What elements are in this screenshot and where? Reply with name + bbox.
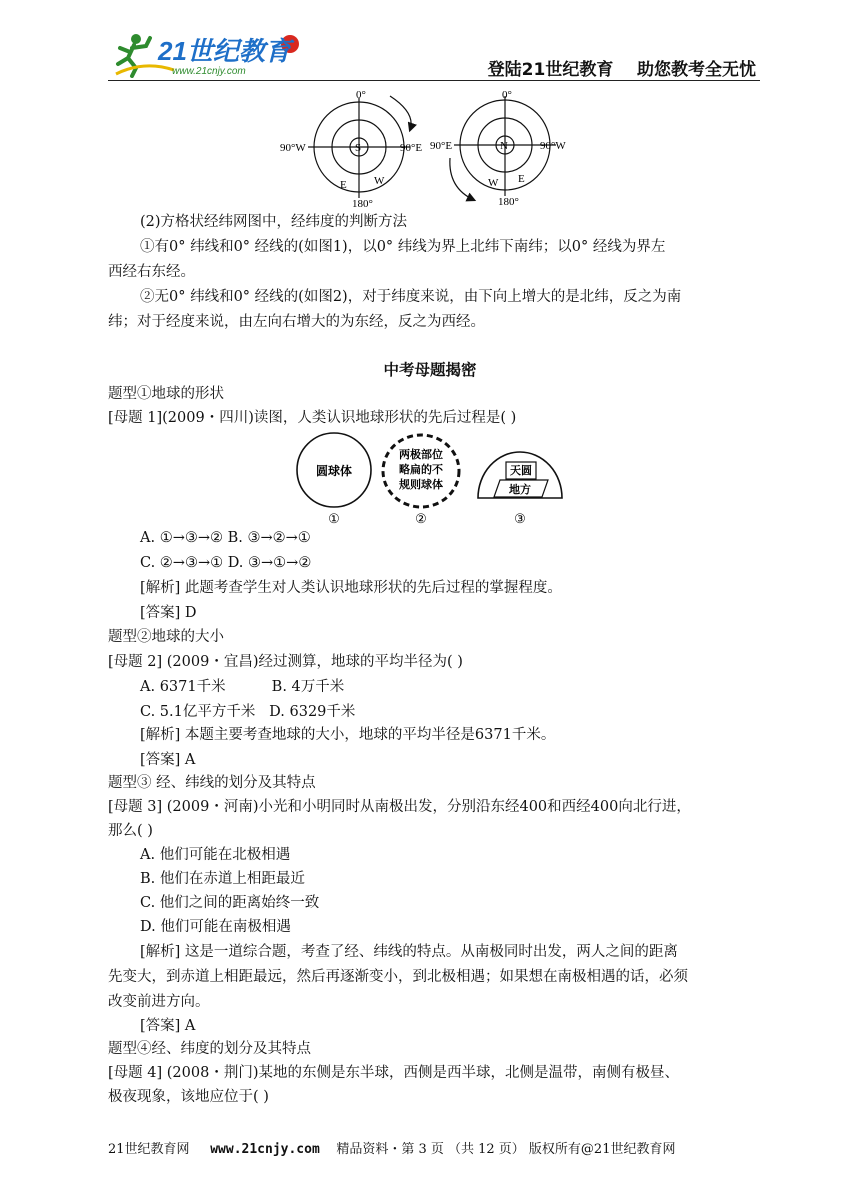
question-type: 题型①地球的形状 xyxy=(108,386,224,402)
question-stem: [母题 2] (2009・宜昌)经过测算，地球的平均半径为( ) xyxy=(108,654,463,670)
sp-w: W xyxy=(374,175,385,187)
answer: [答案] A xyxy=(140,752,196,768)
np-label-e: 90°E xyxy=(430,140,453,152)
answer: [答案] A xyxy=(140,1018,196,1034)
sp-label-180: 180° xyxy=(352,198,373,210)
analysis: 先变大，到赤道上相距最远，然后再逐渐变小，到北极相遇；如果想在南极相遇的话，必须 xyxy=(108,969,688,985)
shape2-text-2: 略扁的不 xyxy=(399,463,443,476)
shape2-label: ② xyxy=(415,511,427,526)
question-stem: [母题 3] (2009・河南)小光和小明同时从南极出发，分别沿东经400和西经400向北行进， xyxy=(108,799,691,815)
option: B. 他们在赤道上相距最近 xyxy=(140,871,305,887)
question-stem: 那么( ) xyxy=(108,823,153,839)
answer: [答案] D xyxy=(140,605,197,621)
shape3-bottom: 地方 xyxy=(509,483,531,496)
footer-url[interactable]: www.21cnjy.com xyxy=(210,1142,320,1157)
np-label-0: 0° xyxy=(502,89,512,101)
option: C. 他们之间的距离始终一致 xyxy=(140,895,320,911)
question-stem: [母题 1](2009・四川)读图，人类认识地球形状的先后过程是( ) xyxy=(108,410,517,426)
sp-label-0: 0° xyxy=(356,89,366,101)
question-stem: 极夜现象，该地应位于( ) xyxy=(108,1089,269,1105)
analysis: 改变前进方向。 xyxy=(108,994,210,1010)
page-footer xyxy=(108,1138,675,1157)
sp-e: E xyxy=(340,179,347,191)
analysis: [解析] 本题主要考查地球的大小，地球的平均半径是6371千米。 xyxy=(140,727,556,743)
shape1-label: ① xyxy=(328,511,340,526)
np-label-w: 90°W xyxy=(540,140,566,152)
question-type: 题型③ 经、纬线的划分及其特点 xyxy=(108,775,316,791)
analysis: [解析] 此题考查学生对人类认识地球形状的先后过程的掌握程度。 xyxy=(140,580,562,596)
np-center: N xyxy=(500,140,508,152)
shape3-top: 天圆 xyxy=(510,464,532,477)
shape2-text-1: 两极部位 xyxy=(399,448,443,461)
question-stem: [母题 4] (2008・荆门)某地的东侧是东半球，西侧是西半球，北侧是温带，南侧有极昼、 xyxy=(108,1065,679,1081)
sp-center: S xyxy=(355,142,362,154)
option: A. 他们可能在北极相遇 xyxy=(140,847,291,863)
options: A. ①→③→② B. ③→②→① xyxy=(140,530,311,546)
np-e: E xyxy=(518,173,525,185)
options: C. 5.1亿平方千米 D. 6329千米 xyxy=(140,704,356,720)
sp-label-w: 90°W xyxy=(280,142,306,154)
question-type: 题型②地球的大小 xyxy=(108,629,224,645)
footer-site: 21世纪教育网 xyxy=(108,1142,190,1157)
analysis: [解析] 这是一道综合题，考查了经、纬线的特点。从南极同时出发，两人之间的距离 xyxy=(140,944,678,960)
options: C. ②→③→① D. ③→①→② xyxy=(140,555,312,571)
footer-info: 精品资料・第 3 页 （共 12 页） 版权所有@21世纪教育网 xyxy=(336,1142,676,1157)
site-logo xyxy=(114,30,314,78)
section-title: 中考母题揭密 xyxy=(383,361,477,379)
shape3-label: ③ xyxy=(514,511,526,526)
option: D. 他们可能在南极相遇 xyxy=(140,919,291,935)
header-slogan: 登陆21世纪教育 助您教考全无忧 xyxy=(487,60,756,80)
shape2-text-3: 规则球体 xyxy=(399,478,443,491)
np-w: W xyxy=(488,177,499,189)
text-line: 纬；对于经度来说，由左向右增大的为东经，反之为西经。 xyxy=(108,314,485,330)
polar-figure xyxy=(278,88,588,210)
text-line: ①有0° 纬线和0° 经线的(如图1)，以0° 纬线为界上北纬下南纬；以0° 经线为界左 xyxy=(140,239,666,255)
sp-label-e: 90°E xyxy=(400,142,423,154)
page-header xyxy=(108,28,760,81)
earth-shape-figure xyxy=(290,430,580,526)
logo-url: www.21cnjy.com xyxy=(172,66,246,77)
text-line: ②无0° 纬线和0° 经线的(如图2)，对于纬度来说，由下向上增大的是北纬，反之为南 xyxy=(140,289,682,305)
np-label-180: 180° xyxy=(498,196,519,208)
text-line: 西经右东经。 xyxy=(108,264,195,280)
text-line: (2)方格状经纬网图中，经纬度的判断方法 xyxy=(140,214,408,230)
options: A. 6371千米 B. 4万千米 xyxy=(140,679,345,695)
question-type: 题型④经、纬度的划分及其特点 xyxy=(108,1041,311,1057)
logo-main: 21世纪教育 xyxy=(158,36,291,66)
shape1-text: 圆球体 xyxy=(315,464,353,478)
